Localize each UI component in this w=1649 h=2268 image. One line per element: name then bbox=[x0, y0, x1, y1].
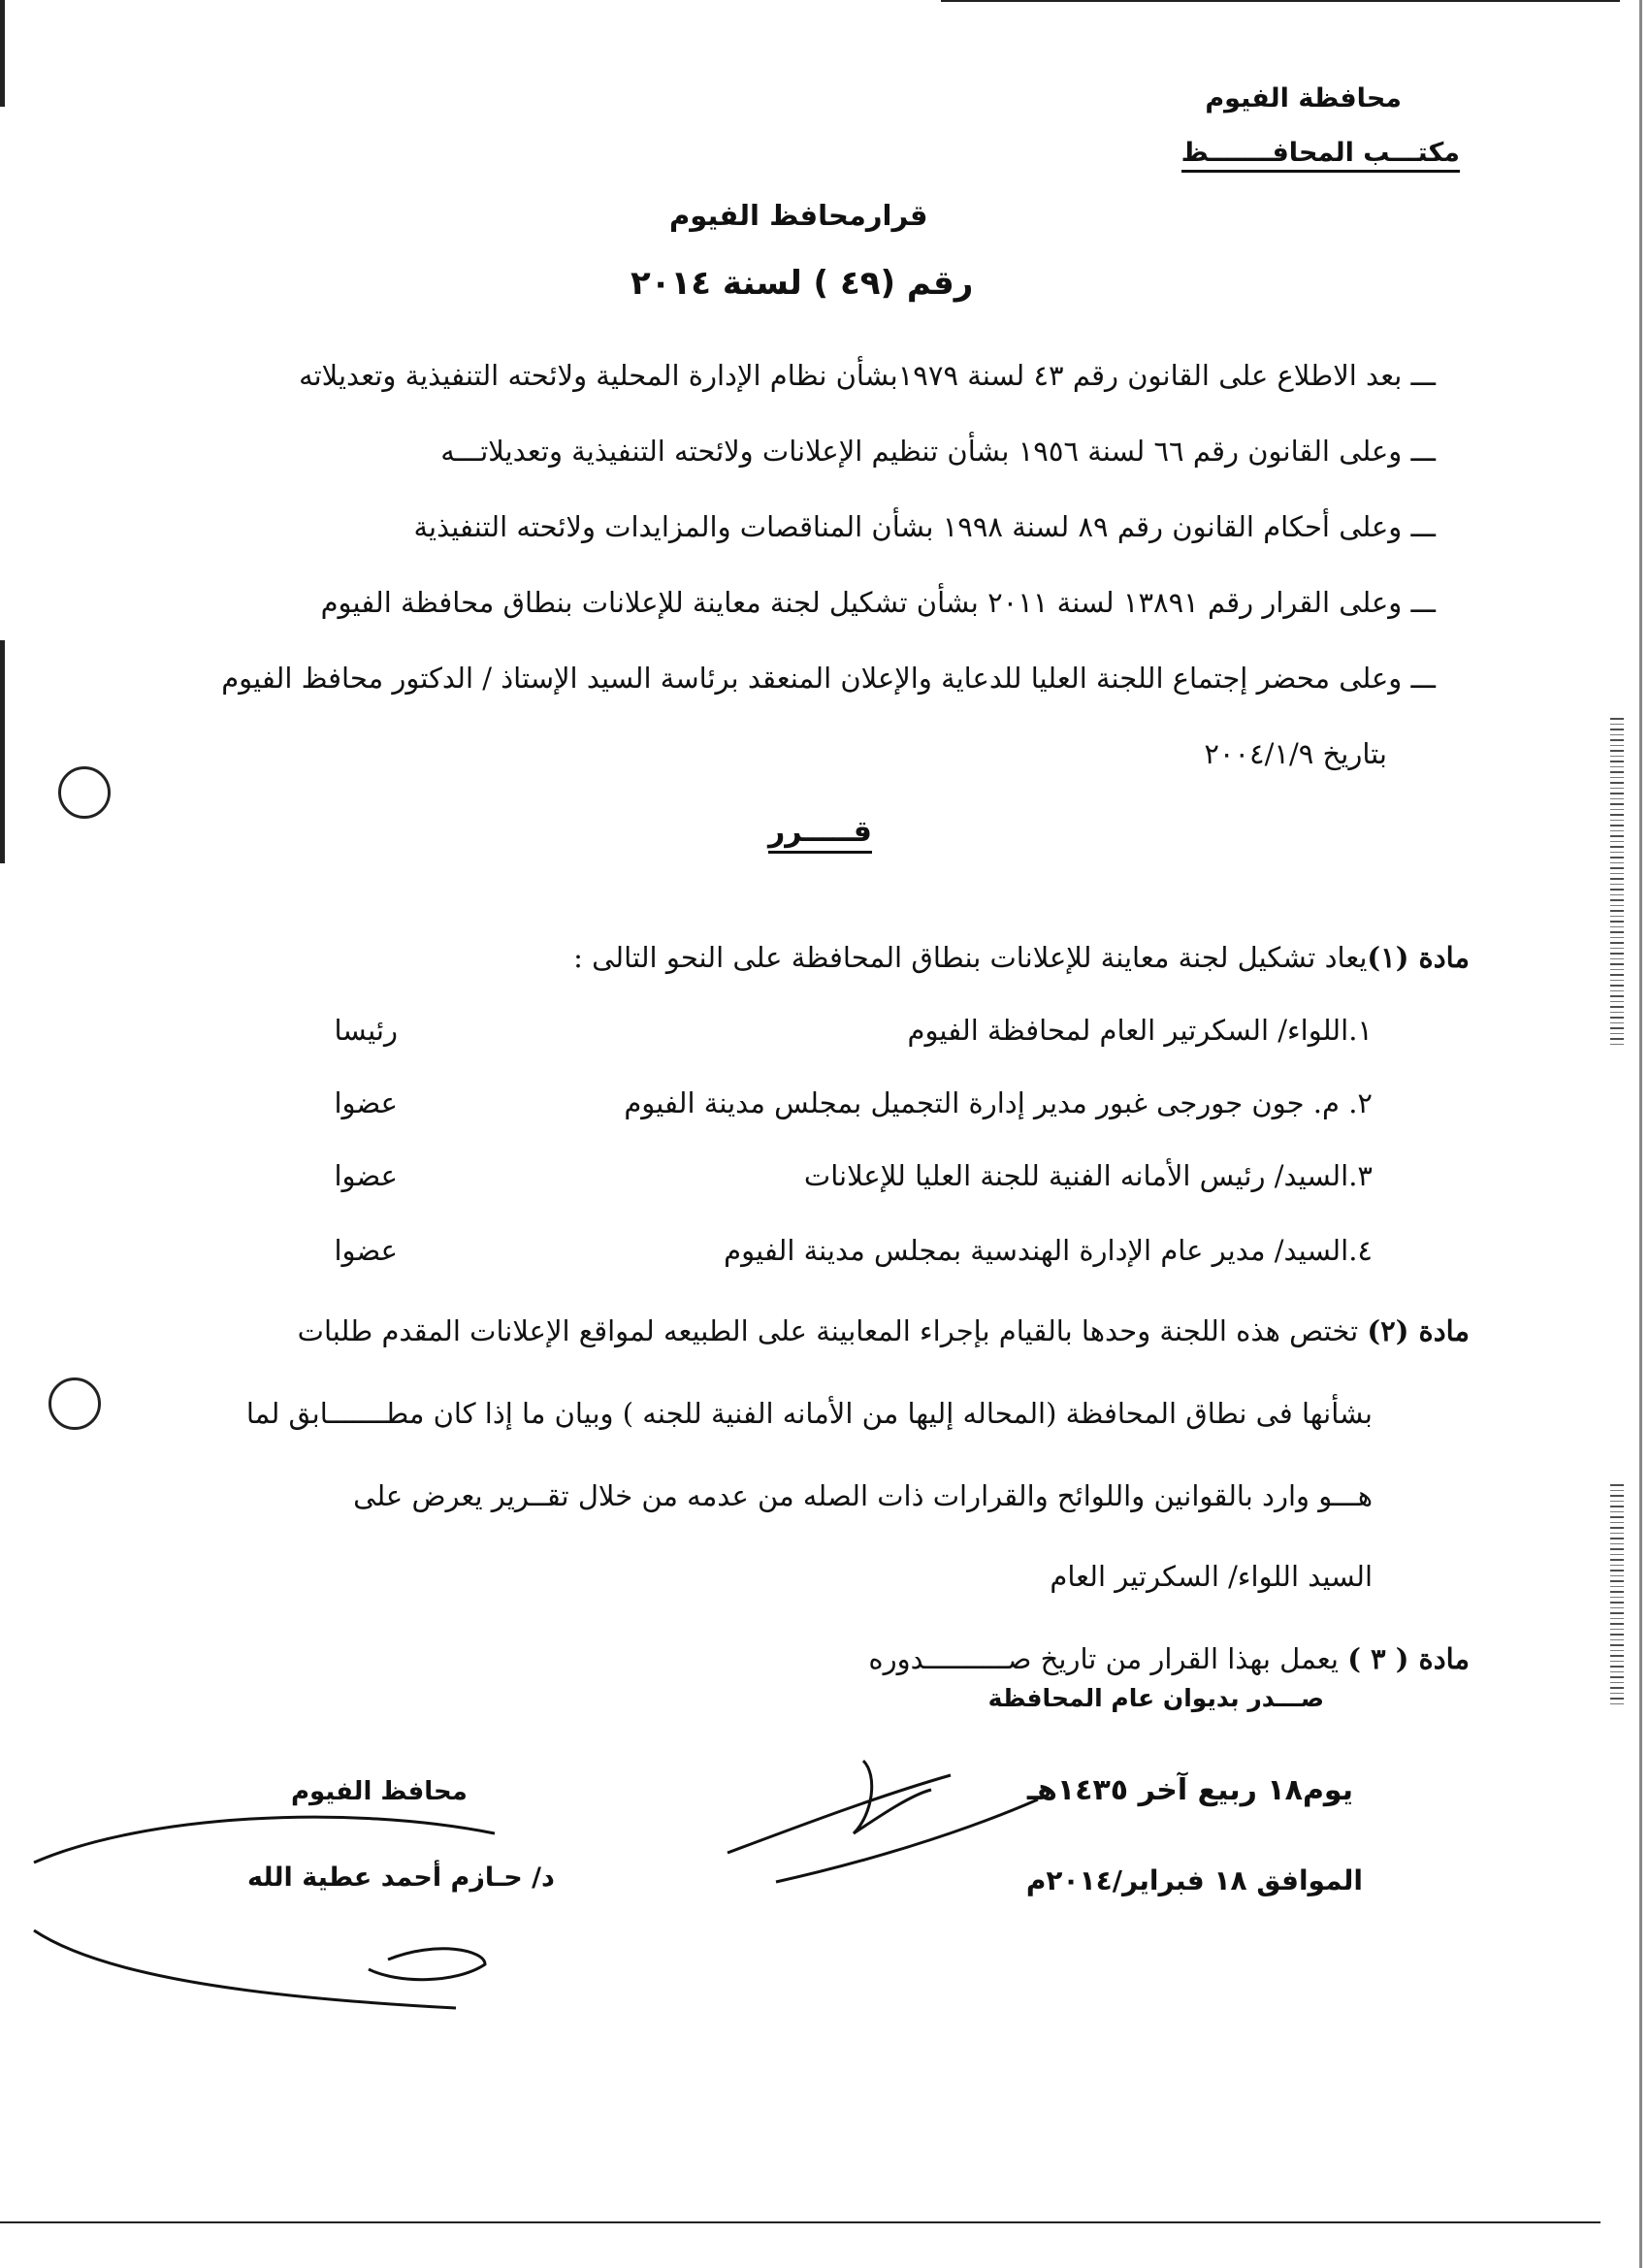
signatory-title: محافظ الفيوم bbox=[291, 1777, 468, 1806]
article-2-label: مادة (٢) bbox=[1367, 1314, 1470, 1347]
member-2-name: ٢. م. جون جورجى غبور مدير إدارة التجميل بمجلس مدينة الفيوم bbox=[624, 1086, 1373, 1119]
office-name: مكتـــب المحافـــــــظ bbox=[1181, 138, 1460, 173]
article-3 bbox=[868, 1642, 1470, 1675]
signatory-name: د/ حـازم أحمد عطية الله bbox=[247, 1863, 555, 1893]
preamble-line-2: ـــ وعلى القانون رقم ٦٦ لسنة ١٩٥٦ بشأن تنظيم الإعلانات ولائحته التنفيذية وتعديلاتـــه bbox=[440, 435, 1436, 468]
article-2-line-4: السيد اللواء/ السكرتير العام bbox=[1050, 1560, 1373, 1593]
governorate-name: محافظة الفيوم bbox=[1205, 83, 1402, 113]
member-2-role: عضوا bbox=[334, 1086, 398, 1119]
left-scan-edge-mid bbox=[0, 640, 5, 863]
article-1-label: مادة (١) bbox=[1367, 941, 1470, 974]
approval-signature bbox=[718, 1717, 1067, 1901]
preamble-line-4: ـــ وعلى القرار رقم ١٣٨٩١ لسنة ٢٠١١ بشأن تشكيل لجنة معاينة للإعلانات بنطاق محافظة الفيوم bbox=[320, 586, 1436, 619]
decree-title: قرارمحافظ الفيوم bbox=[669, 199, 928, 232]
article-3-label: مادة ( ٣ ) bbox=[1347, 1642, 1470, 1675]
decree-number: رقم (٤٩ ) لسنة ٢٠١٤ bbox=[630, 264, 974, 303]
punch-hole-lower bbox=[48, 1377, 101, 1430]
article-2-first-line bbox=[298, 1314, 1470, 1347]
preamble-line-5: ـــ وعلى محضر إجتماع اللجنة العليا للدعاية والإعلان المنعقد برئاسة السيد الإستاذ / الدكتور محافظ الفيوم bbox=[221, 662, 1436, 695]
gregorian-date: الموافق ١٨ فبراير/٢٠١٤م bbox=[1025, 1864, 1363, 1896]
governor-signature bbox=[29, 1804, 534, 2018]
article-2-line-3: هـــو وارد بالقوانين واللوائح والقرارات ذات الصله من عدمه من خلال تقــرير يعرض على bbox=[353, 1479, 1373, 1512]
member-3-name: ٣.السيد/ رئيس الأمانه الفنية للجنة العليا للإعلانات bbox=[803, 1159, 1373, 1192]
preamble-line-3: ـــ وعلى أحكام القانون رقم ٨٩ لسنة ١٩٩٨ بشأن المناقصات والمزايدات ولائحته التنفيذية bbox=[413, 510, 1436, 543]
right-scan-edge bbox=[1639, 0, 1642, 2268]
article-1-text: يعاد تشكيل لجنة معاينة للإعلانات بنطاق المحافظة على النحو التالى : bbox=[573, 941, 1368, 974]
right-scan-noise bbox=[1610, 718, 1624, 1048]
left-scan-edge bbox=[0, 0, 5, 107]
article-3-text: يعمل بهذا القرار من تاريخ صــــــــــدوره bbox=[868, 1642, 1339, 1675]
member-4-role: عضوا bbox=[334, 1234, 398, 1267]
member-1-role: رئيسا bbox=[334, 1014, 398, 1047]
article-2-line-1: تختص هذه اللجنة وحدها بالقيام بإجراء المعابينة على الطبيعه لمواقع الإعلانات المقدم طلبات bbox=[297, 1314, 1359, 1347]
punch-hole-upper bbox=[58, 766, 111, 819]
member-1-name: ١.اللواء/ السكرتير العام لمحافظة الفيوم bbox=[907, 1014, 1373, 1047]
bottom-edge-line bbox=[0, 2221, 1600, 2223]
preamble-date: بتاريخ ٢٠٠٤/١/٩ bbox=[1204, 737, 1387, 770]
member-4-name: ٤.السيد/ مدير عام الإدارة الهندسية بمجلس مدينة الفيوم bbox=[724, 1234, 1373, 1267]
decides-heading: قـــــرر bbox=[768, 815, 872, 854]
member-3-role: عضوا bbox=[334, 1159, 398, 1192]
article-1 bbox=[573, 941, 1470, 974]
hijri-date: يوم١٨ ربيع آخر ١٤٣٥هـ bbox=[1026, 1773, 1353, 1807]
preamble-line-1: ـــ بعد الاطلاع على القانون رقم ٤٣ لسنة ١٩٧٩بشأن نظام الإدارة المحلية ولائحته التنفيذية وتعديلاته bbox=[299, 359, 1436, 392]
article-2-line-2: بشأنها فى نطاق المحافظة (المحاله إليها من الأمانه الفنية للجنه ) وبيان ما إذا كان مطـــــــابق لما bbox=[245, 1397, 1373, 1430]
issued-at: صـــدر بديوان عام المحافظة bbox=[987, 1684, 1324, 1712]
top-edge-line bbox=[941, 0, 1620, 2]
right-scan-noise-2 bbox=[1610, 1484, 1624, 1707]
